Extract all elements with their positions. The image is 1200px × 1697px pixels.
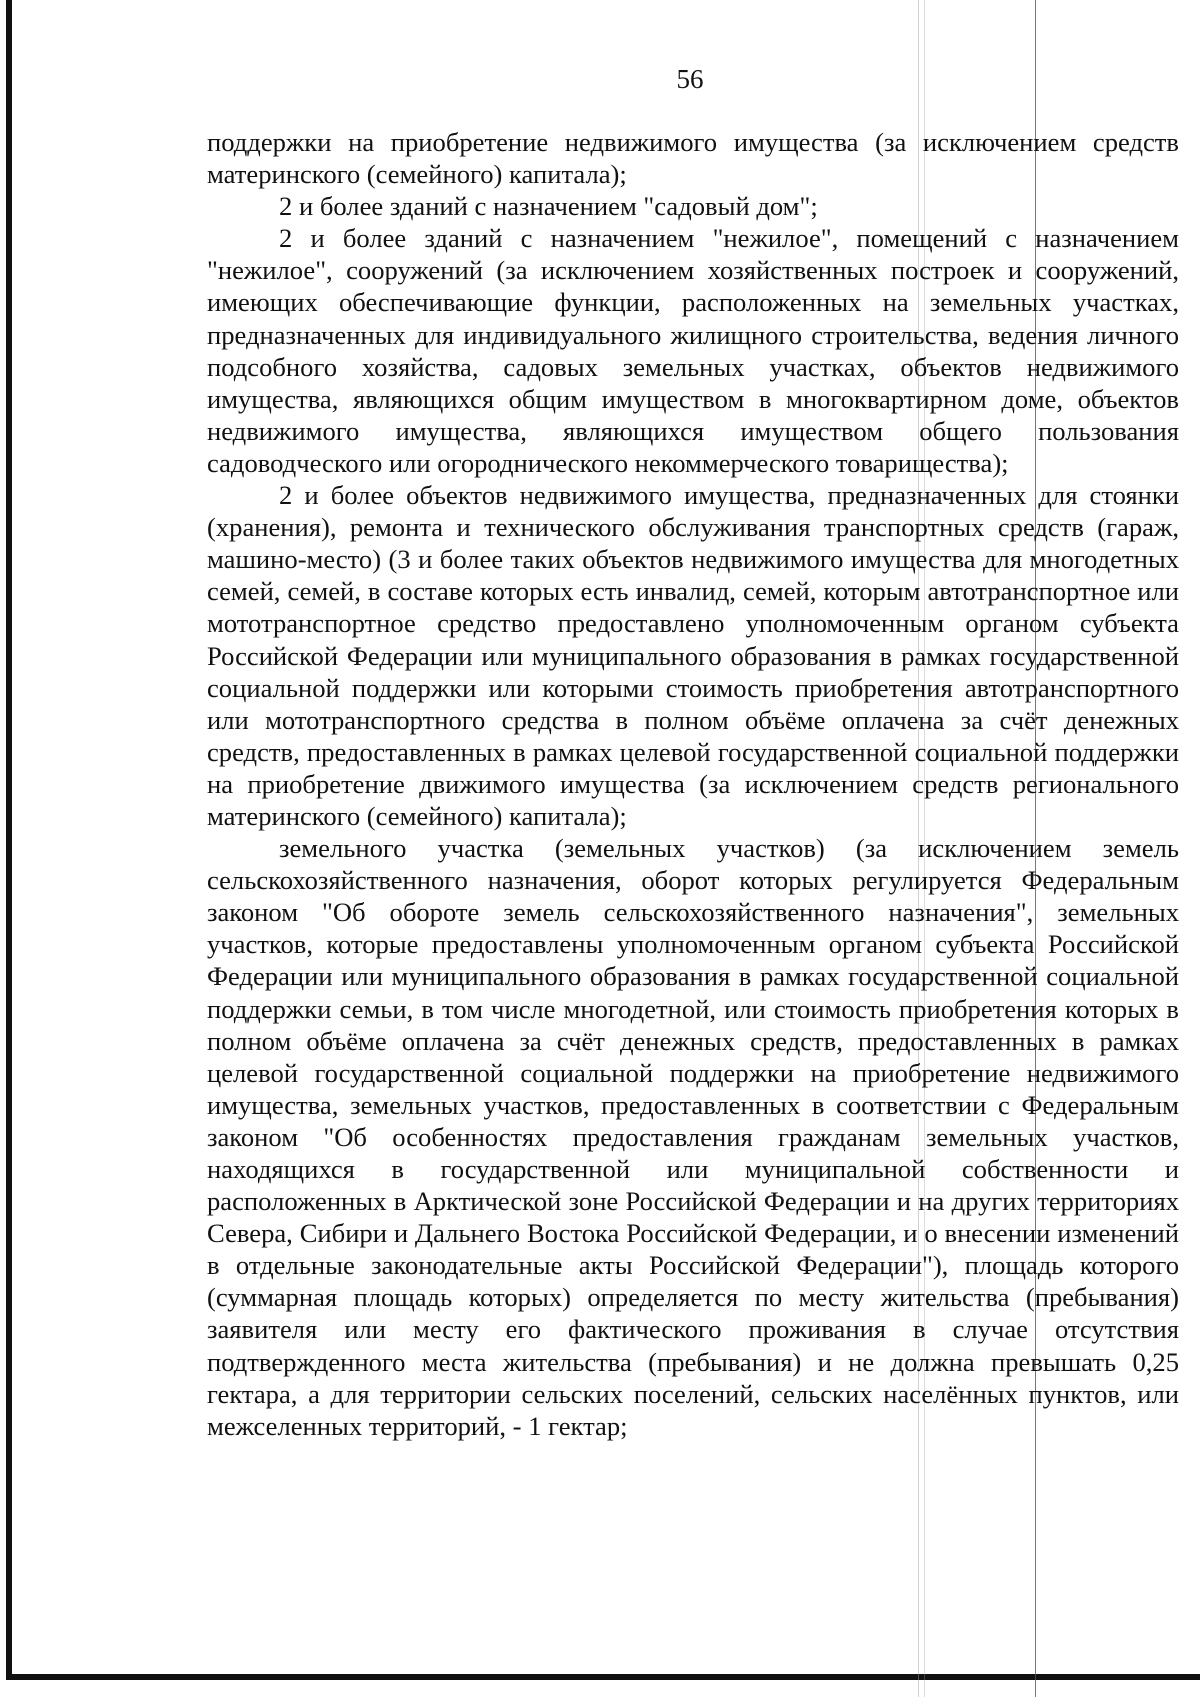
paragraph: 2 и более объектов недвижимого имущества, предназначенных для стоянки (хранения), ремонта и технического обслуживания транспортных средств (гараж, машино-место) (3 и более таких объектов недвижимого имущества для многодетных семей, семей, в составе которых есть инвалид, семей, которым автотранспортное или мототранспортное средство предоставлено уполномоченным органом субъекта Российской Федерации или муниципального образования в рамках государственной социальной поддержки или которыми стоимость приобретения автотранспортного или мототранспортного средства в полном объёме оплачена за счёт денежных средств, предоставленных в рамках целевой государственной социальной поддержки на приобретение движимого имущества (за исключением средств регионального материнского (семейного) капитала); [207, 480, 1179, 831]
paragraph: земельного участка (земельных участков) (за исключением земель сельскохозяйственного назначения, оборот которых регулируется Федеральным законом "Об обороте земель сельскохозяйственного назначения", земельных участков, которые предоставлены уполномоченным органом субъекта Российской Федерации или муниципального образования в рамках государственной социальной поддержки семьи, в том числе многодетной, или стоимость приобретения которых в полном объёме оплачена за счёт денежных средств, предоставленных в рамках целевой государственной социальной поддержки на приобретение недвижимого имущества, земельных участков, предоставленных в соответствии с Федеральным законом "Об особенностях предоставления гражданам земельных участков, находящихся в государственной или муниципальной собственности и расположенных в Арктической зоне Российской Федерации и на других территориях Севера, Сибири и Дальнего Востока Российской Федерации, и о внесении изменений в отдельные законодательные акты Российской Федерации"), площадь которого (суммарная площадь которых) определяется по месту жительства (пребывания) заявителя или месту его фактического проживания в случае отсутствия подтвержденного места жительства (пребывания) и не должна превышать 0,25 гектара, а для территории сельских поселений, сельских населённых пунктов, или межселенных территорий, - 1 гектар; [207, 833, 1179, 1441]
page-number: 56 [676, 64, 704, 94]
scan-border-left [6, 0, 12, 1680]
scan-border-bottom [6, 1674, 1200, 1680]
document-body [207, 126, 1179, 1442]
paragraph: поддержки на приобретение недвижимого имущества (за исключением средств материнского (семейного) капитала); [207, 127, 1179, 190]
paragraph: 2 и более зданий с назначением "садовый дом"; [279, 191, 818, 222]
paragraph: 2 и более зданий с назначением "нежилое", помещений с назначением "нежилое", сооружений (за исключением хозяйственных построек и сооружений, имеющих обеспечивающие функции, расположенных на земельных участках, предназначенных для индивидуального жилищного строительства, ведения личного подсобного хозяйства, садовых земельных участках, объектов недвижимого имущества, являющихся общим имуществом в многоквартирном доме, объектов недвижимого имущества, являющихся имуществом общего пользования садоводческого или огороднического некоммерческого товарищества); [207, 223, 1179, 478]
